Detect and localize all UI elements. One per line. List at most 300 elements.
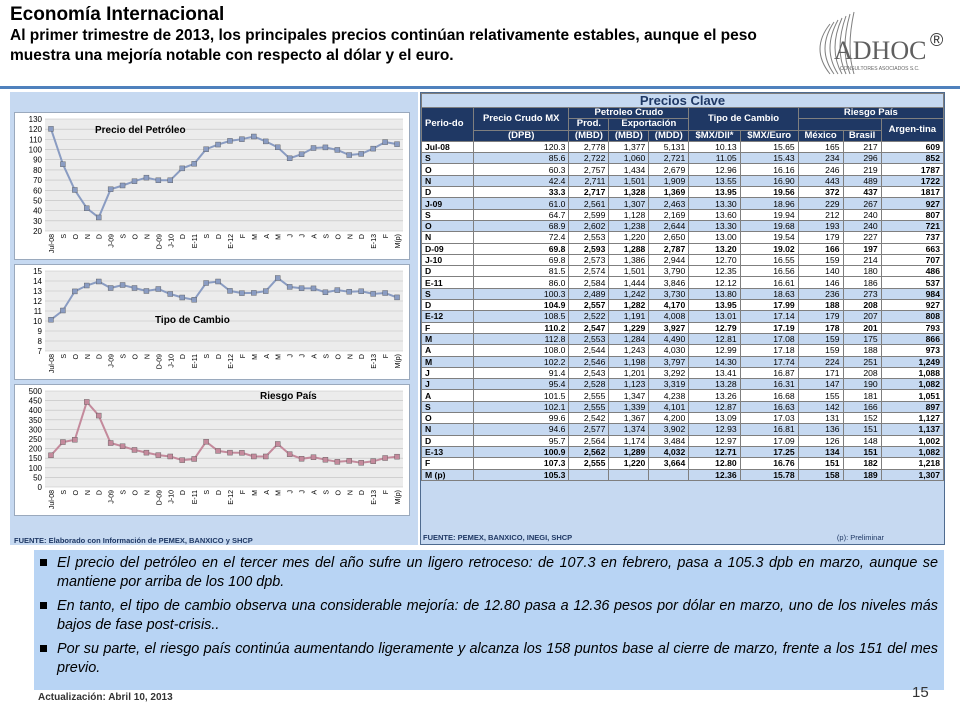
x-tick-label: N <box>84 354 92 360</box>
table-cell: 251 <box>843 356 881 367</box>
table-cell: 1,082 <box>881 446 943 457</box>
row-period: J-09 <box>422 198 474 209</box>
table-cell: 2,564 <box>569 435 609 446</box>
table-cell: 852 <box>881 153 943 164</box>
table-cell: 12.99 <box>689 345 740 356</box>
row-period: D <box>422 266 474 277</box>
data-point <box>192 297 197 302</box>
table-cell: 372 <box>798 187 843 198</box>
x-tick-label: M <box>251 234 259 240</box>
table-cell: 1,282 <box>609 300 649 311</box>
table-cell: 1,307 <box>609 198 649 209</box>
y-tick-label: 300 <box>28 425 42 435</box>
row-period: F <box>422 322 474 333</box>
data-point <box>156 287 161 292</box>
table-cell: 2,557 <box>569 300 609 311</box>
country-risk-chart <box>14 384 410 516</box>
data-point <box>287 156 292 161</box>
table-cell: 102.2 <box>474 356 569 367</box>
data-point <box>204 281 209 286</box>
table-cell: 663 <box>881 243 943 254</box>
table-cell: 158 <box>798 469 843 480</box>
table-cell: 214 <box>843 254 881 265</box>
data-point <box>347 289 352 294</box>
table-cell: 4,008 <box>649 311 689 322</box>
table-row <box>422 277 944 288</box>
table-cell: 17.99 <box>740 300 798 311</box>
x-tick-label: F <box>383 490 391 495</box>
table-row <box>422 164 944 175</box>
table-cell: 2,650 <box>649 232 689 243</box>
table-cell: 2,169 <box>649 209 689 220</box>
table-cell: 12.93 <box>689 424 740 435</box>
table-cell: 165 <box>798 141 843 152</box>
table-cell: 3,484 <box>649 435 689 446</box>
col-header-export: Exportación <box>609 119 689 130</box>
table-cell: 99.6 <box>474 413 569 424</box>
y-tick-label: 100 <box>28 145 42 155</box>
table-row <box>422 345 944 356</box>
data-point <box>227 450 232 455</box>
row-period: M <box>422 333 474 344</box>
y-tick-label: 10 <box>33 317 42 326</box>
x-tick-label: O <box>72 354 80 360</box>
table-row <box>422 243 944 254</box>
x-tick-label: D <box>216 490 224 496</box>
row-period: A <box>422 345 474 356</box>
table-cell: 2,584 <box>569 277 609 288</box>
x-tick-label: J-10 <box>168 490 176 504</box>
row-period: D <box>422 300 474 311</box>
table-row <box>422 300 944 311</box>
x-tick-label: S <box>120 354 128 359</box>
table-cell: 1817 <box>881 187 943 198</box>
table-row <box>422 435 944 446</box>
table-row <box>422 390 944 401</box>
bullet-square-icon <box>40 559 47 566</box>
x-tick-label: D-09 <box>156 490 164 506</box>
x-tick-label: N <box>144 354 152 360</box>
table-cell: 17.08 <box>740 333 798 344</box>
table-cell: 707 <box>881 254 943 265</box>
table-cell: 443 <box>798 175 843 186</box>
table-row <box>422 288 944 299</box>
x-tick-label: S <box>60 490 68 495</box>
table-cell: 12.96 <box>689 164 740 175</box>
table-cell: 108.5 <box>474 311 569 322</box>
logo-registered: ® <box>930 30 944 50</box>
row-period: O <box>422 220 474 231</box>
table-cell: 973 <box>881 345 943 356</box>
table-cell: 866 <box>881 333 943 344</box>
table-cell: 12.97 <box>689 435 740 446</box>
table-cell: 13.09 <box>689 413 740 424</box>
row-period: O <box>422 413 474 424</box>
col-header-mbd2: (MBD) <box>609 130 649 141</box>
table-row <box>422 401 944 412</box>
row-period: M <box>422 356 474 367</box>
x-tick-label: D <box>96 490 104 496</box>
data-point <box>371 291 376 296</box>
x-tick-label: D <box>359 234 367 240</box>
table-cell: 151 <box>843 446 881 457</box>
table-row <box>422 232 944 243</box>
col-header-petroleo: Petroleo Crudo <box>569 108 689 119</box>
key-prices-table <box>421 93 944 481</box>
table-row <box>422 367 944 378</box>
y-tick-label: 350 <box>28 415 42 425</box>
table-row <box>422 266 944 277</box>
table-cell: 13.80 <box>689 288 740 299</box>
data-point <box>84 206 89 211</box>
x-tick-label: M(p) <box>395 490 403 505</box>
table-row <box>422 413 944 424</box>
table-row <box>422 209 944 220</box>
table-cell: 10.13 <box>689 141 740 152</box>
data-point <box>359 460 364 465</box>
table-cell: 16.81 <box>740 424 798 435</box>
table-cell: 131 <box>798 413 843 424</box>
x-tick-label: E-11 <box>192 490 200 505</box>
col-header-periodo: Perio-do <box>422 108 474 142</box>
col-header-tipo: Tipo de Cambio <box>689 108 798 131</box>
x-tick-label: E-12 <box>227 234 235 249</box>
table-cell: 808 <box>881 311 943 322</box>
table-cell: 2,553 <box>569 232 609 243</box>
y-tick-label: 12 <box>33 297 42 306</box>
table-cell: 2,489 <box>569 288 609 299</box>
data-point <box>144 289 149 294</box>
x-tick-label: S <box>120 490 128 495</box>
x-tick-label: F <box>239 234 247 239</box>
x-tick-label: M <box>251 354 259 360</box>
table-cell: 15.78 <box>740 469 798 480</box>
x-tick-label: E-11 <box>192 354 200 369</box>
x-tick-label: J <box>287 234 295 238</box>
x-tick-label: Jul-08 <box>48 234 56 254</box>
table-source: FUENTE: PEMEX, BANXICO, INEGI, SHCP <box>423 533 573 542</box>
table-cell: 1,386 <box>609 254 649 265</box>
col-header-blank <box>798 119 881 130</box>
table-cell: 2,722 <box>569 153 609 164</box>
table-cell: 224 <box>798 356 843 367</box>
data-point <box>395 454 400 459</box>
table-cell: 15.43 <box>740 153 798 164</box>
table-cell: 108.0 <box>474 345 569 356</box>
table-cell: 2,561 <box>569 198 609 209</box>
table-cell: 2,602 <box>569 220 609 231</box>
y-tick-label: 50 <box>33 473 42 483</box>
table-cell: 182 <box>843 458 881 469</box>
data-point <box>192 161 197 166</box>
table-cell: 12.35 <box>689 266 740 277</box>
table-cell: 126 <box>798 435 843 446</box>
adhoc-logo <box>800 4 955 86</box>
table-cell: 3,927 <box>649 322 689 333</box>
table-cell: 897 <box>881 401 943 412</box>
table-cell: 1,501 <box>609 175 649 186</box>
data-point <box>299 456 304 461</box>
table-cell: 3,902 <box>649 424 689 435</box>
table-cell: 2,679 <box>649 164 689 175</box>
row-period: E-11 <box>422 277 474 288</box>
table-cell: 4,238 <box>649 390 689 401</box>
table-cell: 537 <box>881 277 943 288</box>
data-point <box>251 290 256 295</box>
y-tick-label: 14 <box>33 277 42 286</box>
data-point <box>204 147 209 152</box>
table-cell: 2,944 <box>649 254 689 265</box>
data-point <box>395 142 400 147</box>
table-cell: 105.3 <box>474 469 569 480</box>
data-point <box>108 187 113 192</box>
table-cell: 60.3 <box>474 164 569 175</box>
chart-title: Riesgo País <box>260 391 317 402</box>
table-row <box>422 379 944 390</box>
table-cell: 18.96 <box>740 198 798 209</box>
data-point <box>251 454 256 459</box>
x-tick-label: D <box>216 234 224 240</box>
table-cell: 240 <box>843 220 881 231</box>
data-point <box>216 279 221 284</box>
table-cell: 13.28 <box>689 379 740 390</box>
table-cell: 201 <box>843 322 881 333</box>
data-point <box>48 317 53 322</box>
x-tick-label: A <box>311 354 319 359</box>
table-cell: 69.8 <box>474 254 569 265</box>
table-row <box>422 424 944 435</box>
data-point <box>347 458 352 463</box>
table-cell: 489 <box>843 175 881 186</box>
data-point <box>156 453 161 458</box>
table-cell: 1,367 <box>609 413 649 424</box>
table-cell: 927 <box>881 198 943 209</box>
table-cell: 2,555 <box>569 401 609 412</box>
bullet-oil <box>40 554 938 591</box>
x-tick-label: D <box>359 354 367 360</box>
table-cell: 171 <box>798 367 843 378</box>
bullet-fx-text: En tanto, el tipo de cambio observa una considerable mejoría: de 12.80 pasa a 12.36 pesos por dólar en marzo, uno de los niveles más bajos de fase post-crisis.. <box>57 598 938 633</box>
x-tick-label: F <box>239 490 247 495</box>
table-cell: 793 <box>881 322 943 333</box>
table-cell: 2,787 <box>649 243 689 254</box>
x-tick-label: O <box>132 354 140 360</box>
y-tick-label: 250 <box>28 435 42 444</box>
table-cell: 146 <box>798 277 843 288</box>
y-tick-label: 150 <box>28 454 42 464</box>
table-row <box>422 322 944 333</box>
x-tick-label: O <box>335 354 343 360</box>
data-point <box>48 126 53 131</box>
table-cell: 16.61 <box>740 277 798 288</box>
table-cell: 19.54 <box>740 232 798 243</box>
table-cell: 17.18 <box>740 345 798 356</box>
table-cell: 19.94 <box>740 209 798 220</box>
table-cell: 134 <box>798 446 843 457</box>
table-cell: 207 <box>843 311 881 322</box>
table-cell: 12.80 <box>689 458 740 469</box>
table-cell: 17.74 <box>740 356 798 367</box>
data-point <box>395 295 400 300</box>
data-point <box>84 283 89 288</box>
table-cell: 12.70 <box>689 254 740 265</box>
table-cell: 2,542 <box>569 413 609 424</box>
data-point <box>120 183 125 188</box>
table-cell: 3,797 <box>649 356 689 367</box>
table-cell: 193 <box>798 220 843 231</box>
table-cell: 1,377 <box>609 141 649 152</box>
table-cell: 1,229 <box>609 322 649 333</box>
commentary-box <box>34 550 944 690</box>
logo-text: ADHOC <box>834 36 927 65</box>
data-point <box>180 295 185 300</box>
data-point <box>72 289 77 294</box>
exchange-rate-chart <box>14 264 410 380</box>
bullet-oil-text: El precio del petróleo en el tercer mes del año sufre un ligero retroceso: de 107.3 en febrero, pasa a 105.3 dpb en marzo, aunque se mantiene por arriba de los 100 dpb. <box>57 555 938 590</box>
col-header-mbd1: (MBD) <box>569 130 609 141</box>
table-row <box>422 458 944 469</box>
x-tick-label: D <box>216 354 224 360</box>
table-cell: 166 <box>843 401 881 412</box>
table-cell: 16.16 <box>740 164 798 175</box>
data-point <box>227 288 232 293</box>
table-cell: 1,201 <box>609 367 649 378</box>
chart-source: FUENTE: Elaborado con Información de PEMEX, BANXICO y SHCP <box>14 536 253 545</box>
logo-tagline: CONSULTORES ASOCIADOS S.C. <box>840 66 920 72</box>
x-tick-label: S <box>204 234 212 239</box>
col-header-dpb: (DPB) <box>474 130 569 141</box>
row-period: N <box>422 232 474 243</box>
x-tick-label: D <box>180 490 188 496</box>
table-cell: 246 <box>798 164 843 175</box>
y-tick-label: 80 <box>33 165 42 175</box>
table-cell: 64.7 <box>474 209 569 220</box>
x-tick-label: Jul-08 <box>48 354 56 374</box>
table-cell: 13.55 <box>689 175 740 186</box>
row-period: N <box>422 175 474 186</box>
y-tick-label: 11 <box>33 307 42 316</box>
table-cell: 12.36 <box>689 469 740 480</box>
y-tick-label: 100 <box>28 463 42 473</box>
table-cell: 107.3 <box>474 458 569 469</box>
table-cell: 1,374 <box>609 424 649 435</box>
table-cell: 100.3 <box>474 288 569 299</box>
row-period: N <box>422 424 474 435</box>
data-point <box>359 289 364 294</box>
x-tick-label: J <box>287 490 295 494</box>
data-point <box>156 178 161 183</box>
table-cell: 155 <box>798 390 843 401</box>
data-point <box>60 440 65 445</box>
data-point <box>275 145 280 150</box>
table-cell: 179 <box>798 232 843 243</box>
table-cell: 180 <box>843 266 881 277</box>
table-cell: 1,220 <box>609 458 649 469</box>
row-period: J-10 <box>422 254 474 265</box>
x-tick-label: S <box>323 234 331 239</box>
data-point <box>180 458 185 463</box>
x-tick-label: N <box>347 354 355 360</box>
col-header-mexico: México <box>798 130 843 141</box>
data-point <box>120 283 125 288</box>
table-cell <box>649 469 689 480</box>
data-point <box>192 456 197 461</box>
table-cell: 140 <box>798 266 843 277</box>
row-period: A <box>422 390 474 401</box>
table-cell: 16.55 <box>740 254 798 265</box>
data-point <box>108 286 113 291</box>
data-point <box>84 399 89 404</box>
data-point <box>275 441 280 446</box>
x-tick-label: S <box>323 354 331 359</box>
table-cell: 1,347 <box>609 390 649 401</box>
table-cell: 13.60 <box>689 209 740 220</box>
table-row <box>422 311 944 322</box>
row-period: J <box>422 379 474 390</box>
table-cell: 85.6 <box>474 153 569 164</box>
data-point <box>96 279 101 284</box>
table-cell: 1,501 <box>609 266 649 277</box>
x-tick-label: O <box>132 490 140 496</box>
data-point <box>204 439 209 444</box>
table-cell: 13.95 <box>689 300 740 311</box>
data-point <box>323 290 328 295</box>
table-cell: 807 <box>881 209 943 220</box>
table-cell: 267 <box>843 198 881 209</box>
x-tick-label: O <box>72 234 80 240</box>
table-note: (p): Preliminar <box>836 533 884 542</box>
data-point <box>371 146 376 151</box>
x-tick-label: J-09 <box>108 354 116 368</box>
table-cell: 3,846 <box>649 277 689 288</box>
y-tick-label: 500 <box>28 387 42 396</box>
data-point <box>60 308 65 313</box>
table-cell: 984 <box>881 288 943 299</box>
data-point <box>335 459 340 464</box>
x-tick-label: J <box>299 234 307 238</box>
data-point <box>299 152 304 157</box>
table-cell: 188 <box>843 345 881 356</box>
table-cell: 1,051 <box>881 390 943 401</box>
x-tick-label: M(p) <box>395 234 403 249</box>
data-point <box>108 441 113 446</box>
x-tick-label: D <box>96 354 104 360</box>
table-row <box>422 356 944 367</box>
x-tick-label: N <box>84 234 92 240</box>
table-cell: 2,721 <box>649 153 689 164</box>
data-point <box>383 456 388 461</box>
table-cell: 120.3 <box>474 141 569 152</box>
data-point <box>371 459 376 464</box>
table-cell: 95.4 <box>474 379 569 390</box>
y-tick-label: 15 <box>33 267 42 276</box>
table-cell: 219 <box>843 164 881 175</box>
table-cell: 1,123 <box>609 379 649 390</box>
col-header-crudo: Precio Crudo MX <box>474 108 569 131</box>
table-row <box>422 469 944 480</box>
bullet-fx <box>40 597 938 634</box>
x-tick-label: O <box>335 234 343 240</box>
table-cell: 159 <box>798 333 843 344</box>
table-cell: 175 <box>843 333 881 344</box>
table-cell: 2,555 <box>569 390 609 401</box>
table-cell: 1,002 <box>881 435 943 446</box>
table-cell: 186 <box>843 277 881 288</box>
y-tick-label: 0 <box>37 483 42 492</box>
table-cell: 3,790 <box>649 266 689 277</box>
table-cell: 33.3 <box>474 187 569 198</box>
table-cell: 3,664 <box>649 458 689 469</box>
